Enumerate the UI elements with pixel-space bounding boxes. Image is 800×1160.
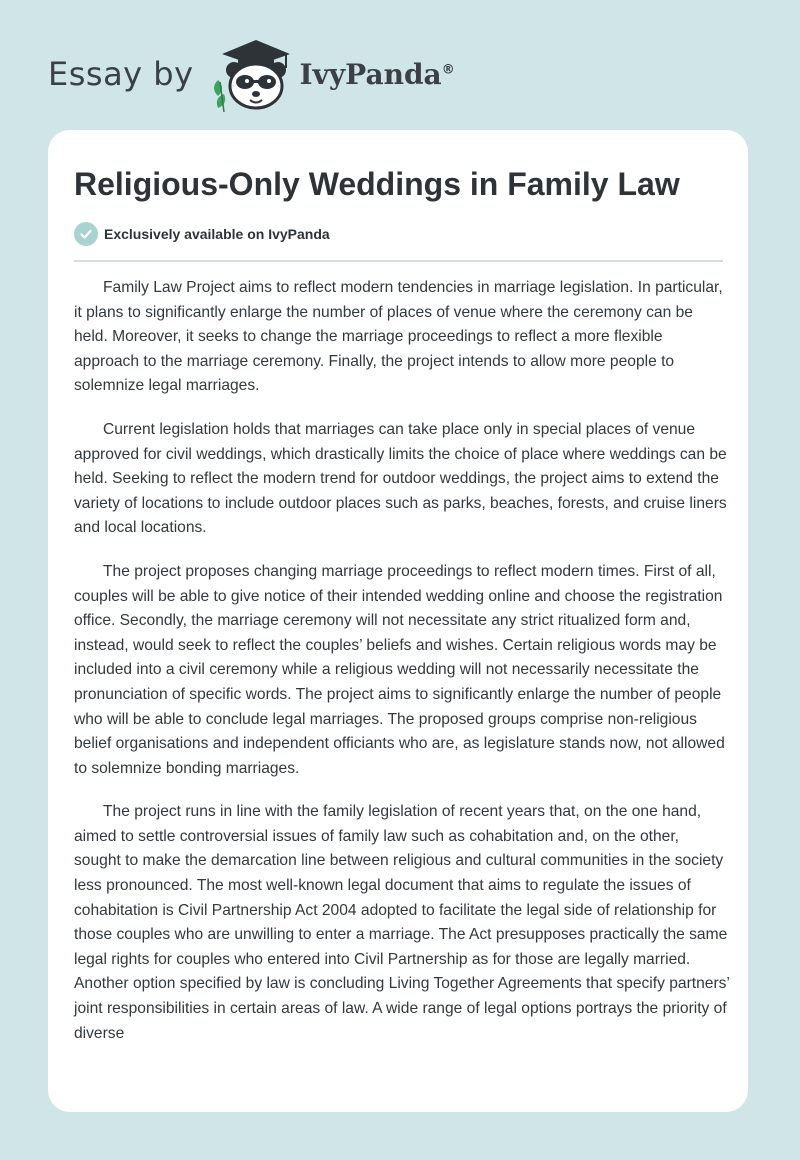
essay-paragraph: Current legislation holds that marriages can take place only in special places of venue approved for civil weddings, which drastically limits the choice of place where weddings can be held. Seeking to reflect the modern trend for outdoor weddings, the project aims to extend the variety of locations to include outdoor places such as parks, beaches, forests, and cruise liners and local locations. <box>74 420 727 537</box>
trademark-symbol: ® <box>441 62 455 78</box>
brand-label: IvyPanda <box>299 57 442 91</box>
essay-by-label: Essay by <box>48 55 194 93</box>
check-icon <box>74 222 98 246</box>
essay-body <box>74 276 730 1065</box>
page-title: Religious-Only Weddings in Family Law <box>74 166 680 202</box>
essay-paragraph: Family Law Project aims to reflect modern tendencies in marriage legislation. In particular, it plans to significantly enlarge the number of places of venue where the ceremony can be held. Moreover, it seeks to change the marriage proceedings to reflect a more flexible approach to the marriage ceremony. Finally, the project intends to allow more people to solemnize legal marriages. <box>74 279 723 395</box>
essay-card <box>48 130 748 1112</box>
divider <box>74 260 723 262</box>
exclusive-badge <box>74 222 330 246</box>
essay-paragraph: The project runs in line with the family legislation of recent years that, on the one hand, aimed to settle controversial issues of family law such as cohabitation and, on the other, sought to make the demarcation line between religious and cultural communities in the society less pronounced. The most well-known legal document that aims to regulate the issues of cohabitation is Civil Partnership Act 2004 adopted to facilitate the legal side of relationship for those couples who are unwilling to enter a marriage. The Act presupposes practically the same legal rights for couples who entered into Civil Partnership as for those are legally married. Another option specified by law is concluding Living Together Agreements that specify partners’ joint responsibilities in certain areas of law. A wide range of legal options portrays the priority of diverse <box>74 803 730 1042</box>
site-header <box>48 34 455 114</box>
brand-name[interactable] <box>300 58 455 91</box>
exclusive-label: Exclusively available on IvyPanda <box>104 226 330 242</box>
essay-paragraph: The project proposes changing marriage proceedings to reflect modern times. First of all, couples will be able to give notice of their intended wedding online and choose the registration office. Secondly, the marriage ceremony will not necessitate any strict ritualized form and, instead, would seek to reflect the couples’ beliefs and wishes. Certain religious words may be included into a civil ceremony while a religious wedding will not necessarily necessitate the pronunciation of specific words. The project aims to significantly enlarge the number of people who will be able to conclude legal marriages. The proposed groups comprise non-religious belief organisations and independent officiants who are, as legislature stands now, not allowed to solemnize bonding marriages. <box>74 562 725 777</box>
ivypanda-logo-icon[interactable] <box>204 34 296 114</box>
